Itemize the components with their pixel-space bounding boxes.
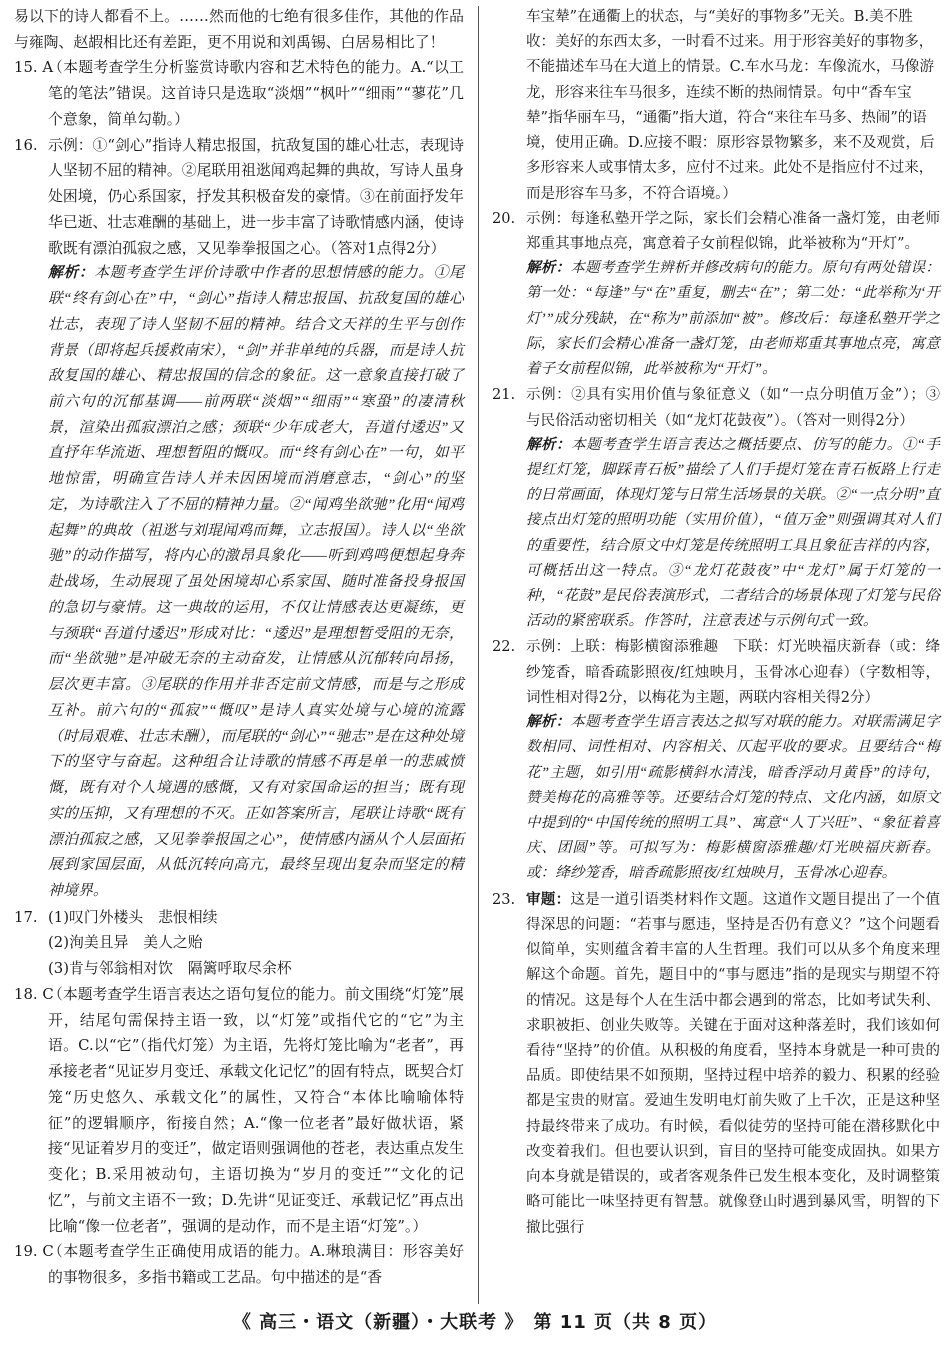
q18-block: [14, 982, 464, 1239]
page-footer: 《 高三・语文（新疆）・大联考 》 第 11 页（共 8 页）: [232, 1312, 718, 1333]
q21-analysis-label: 解析：: [526, 436, 572, 453]
q16-block: [14, 133, 464, 905]
q22-analysis: [526, 710, 940, 887]
q19-block: [14, 1239, 464, 1290]
q15-number: 15. A: [14, 58, 54, 77]
q23-text: 这是一道引语类材料作文题。这道作文题目提出了一个值得深思的问题：“若事与愿违，坚持是否仍有意义？”这个问题看似简单，实则蕴含着丰富的人生哲理。我们可以从多个角度来理解这个命题。首先，题目中的“事与愿违”指的是现实与期望不符的情况。这是每个人在生活中都会遇到的常态，比如考试失利、求职被拒、创业失败等。关键在于面对这种落差时，我们该如何看待“坚持”的价值。从积极的角度看，坚持本身就是一种可贵的品质。即使结果不如预期，坚持过程中培养的毅力、积累的经验都是宝贵的财富。爱迪生发明电灯前失败了上千次，正是这种坚持最终带来了成功。有时候，看似徒劳的坚持可能在潜移默化中改变着我们。但也要认识到，盲目的坚持可能变成固执。如果方向本身就是错误的，或者客观条件已发生根本变化，及时调整策略可能比一味坚持更有智慧。就像登山时遇到暴风雪，明智的下撤比强行: [526, 890, 941, 1236]
q20-block: [492, 206, 940, 383]
right-column: [492, 4, 940, 1240]
q19-continuation: 车宝辇”在通衢上的状态，与“美好的事物多”无关。B.美不胜收：美好的东西太多，一时看不过来。用于形容美好的事物多，不能描述车马在大道上的情景。C.车水马龙：车像流水，马像游龙，形容来往车马很多，连续不断的热闹情景。句中“香车宝辇”指华丽车马，“通衢”指大道，符合“来往车马多、热闹”的语境，使用正确。D.应接不暇：原形容景物繁多，来不及观赏，后多形容来人或事情太多，应付不过来。此处不是指应付不过来，而是形容车马多，不符合语境。）: [526, 8, 935, 202]
q16-analysis-text: 本题考查学生评价诗歌中作者的思想情感的能力。①尾联“终有剑心在”中，“剑心”指诗人精忠报国、抗敌复国的雄心壮志，表现了诗人坚韧不屈的精神。结合文天祥的生平与创作背景（即将起兵援救南宋），“剑”并非单纯的兵器，而是诗人抗敌复国的雄心、精忠报国的信念的象征。这一意象直接打破了前六句的沉郁基调——前两联“淡烟”“细雨”“寒蛩”的凄清秋景，渲染出孤寂漂泊之感；颈联“少年成老大，吾道付逶迟”又直抒年华流逝、理想暂阻的慨叹。而“终有剑心在”一句，如平地惊雷，明确宣告诗人并未因困境而消磨意志，“剑心”的坚定，为诗歌注入了不屈的精神力量。②“闻鸡坐欲驰”化用“闻鸡起舞”的典故（祖逖与刘琨闻鸡而舞，立志报国）。诗人以“坐欲驰”的动作描写，将内心的激昂具象化——听到鸡鸣便想起身奔赴战场，生动展现了虽处困境却心系家国、随时准备投身报国的急切与豪情。这一典故的运用，不仅让情感表达更凝练，更与颈联“吾道付逶迟”形成对比：“逶迟”是理想暂受阻的无奈，而“坐欲驰”是冲破无奈的主动奋发，让情感从沉郁转向昂扬，层次更丰富。③尾联的作用并非否定前文情感，而是与之形成互补。前六句的“孤寂”“慨叹”是诗人真实处境与心境的流露（时局艰难、壮志未酬），而尾联的“剑心”“驰志”是在这种处境下的坚守与奋起。这种组合让诗歌的情感不再是单一的悲戚愤慨，既有对个人境遇的感慨，又有对家国命运的担当；既有现实的压抑，又有理想的不灭。正如答案所言，尾联让诗歌“既有漂泊孤寂之感，又见拳拳报国之心”，使情感内涵从个人层面拓展到家国层面，从低沉转向高亢，最终呈现出复杂而坚定的精神境界。: [48, 265, 464, 899]
q19-number: 19. C: [14, 1242, 54, 1261]
q17-number: 17.: [14, 907, 38, 926]
q22-analysis-label: 解析：: [526, 714, 571, 731]
q15-block: [14, 55, 464, 132]
q17-line-2: (2)洵美且异 美人之贻: [48, 933, 203, 952]
q20-answer: 示例：每逢私塾开学之际，家长们会精心准备一盏灯笼，由老师郑重其事地点亮，寓意着子女前程似锦，此举被称为“开灯”。: [526, 209, 940, 252]
q17-block: [14, 905, 464, 982]
q20-analysis: [526, 256, 940, 382]
q23-number: 23.: [492, 890, 516, 908]
q20-analysis-label: 解析：: [526, 260, 571, 277]
q23-block: [492, 887, 940, 1240]
q15-text: （本题考查学生分析鉴赏诗歌内容和艺术特色的能力。A.“以工笔的笔法”错误。这首诗只是选取“淡烟”“枫叶”“细雨”“蓼花”几个意象，简单勾勒。）: [48, 58, 464, 128]
q22-number: 22.: [492, 638, 516, 656]
q21-block: [492, 382, 940, 634]
q22-answer: 示例：上联：梅影横窗添雅趣 下联：灯光映福庆新春（或：绛纱笼香，暗香疏影照夜/红烛映月，玉骨冰心迎春）（字数相等，词性相对得2分，以梅花为主题，两联内容相关得2分）: [526, 638, 940, 706]
q20-analysis-text: 本题考查学生辨析并修改病句的能力。原句有两处错误：第一处：“每逢”与“在”重复，删去“在”；第二处：“此举称为‘开灯’”成分残缺，在“称为”前添加“被”。修改后：每逢私塾开学之际，家长们会精心准备一盏灯笼，由老师郑重其事地点亮，寓意着子女前程似锦，此举被称为“开灯”。: [526, 260, 940, 378]
q16-number: 16.: [14, 135, 38, 154]
q23-label: 审题：: [526, 890, 571, 908]
q17-line-1: (1)叹门外楼头 悲恨相续: [48, 907, 218, 926]
q17-line-3: (3)肯与邻翁相对饮 隔篱呼取尽余杯: [48, 959, 292, 978]
q21-analysis-text: 本题考查学生语言表达之概括要点、仿写的能力。①“手提红灯笼，脚踩青石板”描绘了人们手提灯笼在青石板路上行走的日常画面，体现灯笼与日常生活场景的关联。②“一点分明”直接点出灯笼的照明功能（实用价值），“值万金”则强调其对人们的重要性，结合原文中灯笼是传统照明工具且象征吉祥的内容，可概括出这一特点。③“龙灯花鼓夜”中“龙灯”属于灯笼的一种，“花鼓”是民俗表演形式，二者结合的场景体现了灯笼与民俗活动的紧密联系。作答时，注意表述与示例句式一致。: [526, 436, 940, 630]
left-column: [14, 4, 464, 1291]
q20-number: 20.: [492, 209, 516, 227]
q22-analysis-text: 本题考查学生语言表达之拟写对联的能力。对联需满足字数相同、词性相对、内容相关、仄起平收的要求。且要结合“梅花”主题，如引用“疏影横斜水清浅，暗香浮动月黄昏”的诗句，赞美梅花的高雅等等。还要结合灯笼的特点、文化内涵，如原文中提到的“中国传统的照明工具”、寓意“人丁兴旺”、“象征着喜庆、团圆”等。可拟写为：梅影横窗添雅趣/灯光映福庆新春。或：绛纱笼香，暗香疏影照夜/红烛映月，玉骨冰心迎春。: [526, 714, 940, 882]
q16-answer: 示例：①“剑心”指诗人精忠报国，抗敌复国的雄心壮志，表现诗人坚韧不屈的精神。②尾联用祖逖闻鸡起舞的典故，写诗人虽身处困境，仍心系国家，抒发其积极奋发的豪情。③在前面抒发年华已逝、壮志难酬的基础上，进一步丰富了诗歌情感内涵，使诗歌既有漂泊孤寂之感，又见拳拳报国之心。（答对1点得2分）: [48, 135, 464, 257]
q21-analysis: [526, 433, 940, 635]
q18-number: 18. C: [14, 984, 54, 1003]
q22-block: [492, 634, 940, 886]
q18-text: （本题考查学生语言表达之语句复位的能力。前文围绕“灯笼”展开，结尾句需保持主语一致，以“灯笼”或指代它的“它”为主语。C.以“它”（指代灯笼）为主语，先将灯笼比喻为“老者”，再承接老者“见证岁月变迁、承载文化记忆”的固有特点，既契合灯笼“历史悠久、承载文化”的属性，又符合“本体比喻喻体特征”的逻辑顺序，衔接自然；A.“像一位老者”最好做状语，紧接“见证着岁月的变迁”，做定语则强调他的苍老，表达重点发生变化；B.采用被动句，主语切换为“岁月的变迁”“文化的记忆”，与前文主语不一致；D.先讲“见证变迁、承载记忆”再点出比喻“像一位老者”，强调的是动作，而不是主语“灯笼”。）: [48, 984, 464, 1235]
column-divider: [478, 6, 479, 1304]
q14-continuation: 易以下的诗人都看不上。……然而他的七绝有很多佳作，其他的作品与雍陶、赵嘏相比还有差距，更不用说和刘禹锡、白居易相比了！: [14, 7, 464, 51]
q16-analysis-label: 解析：: [48, 265, 95, 282]
q16-analysis: [48, 261, 464, 904]
q21-answer: 示例：②具有实用价值与象征意义（如“一点分明值万金”）；③与民俗活动密切相关（如“龙灯花鼓夜”）。（答对一则得2分）: [526, 386, 940, 429]
q19-text: （本题考查学生正确使用成语的能力。A.琳琅满目：形容美好的事物很多，多指书籍或工艺品。句中描述的是“香: [48, 1242, 464, 1286]
q21-number: 21.: [492, 386, 516, 404]
